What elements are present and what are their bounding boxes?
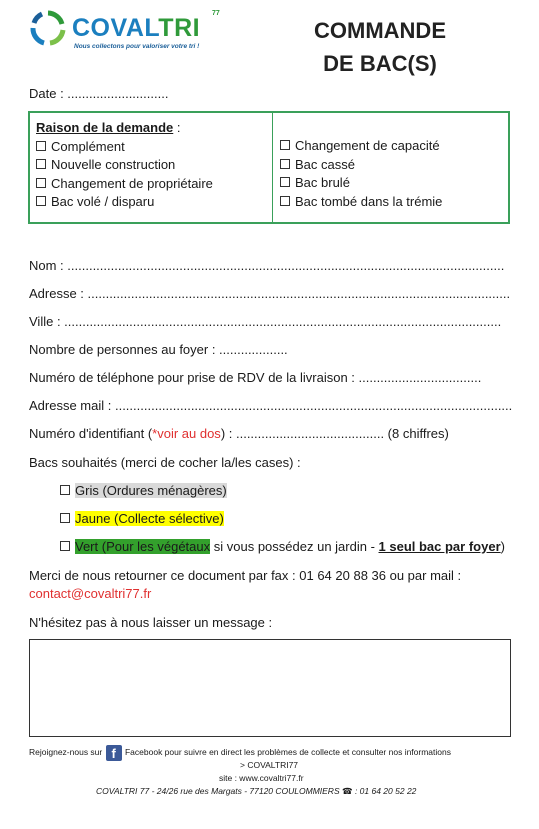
reason-option-owner-change[interactable]: Changement de propriétaire [36, 175, 213, 194]
checkbox[interactable] [36, 141, 46, 151]
checkbox[interactable] [60, 485, 70, 495]
checkbox[interactable] [280, 159, 290, 169]
reason-option-fell-in-hopper[interactable]: Bac tombé dans la trémie [280, 193, 442, 212]
recycle-arrows-icon [30, 10, 66, 46]
reason-option-stolen[interactable]: Bac volé / disparu [36, 193, 213, 212]
facebook-line: Rejoignez-nous sur f Facebook pour suivre en direct les problèmes de collecte et consulter nos informations [29, 746, 451, 761]
return-instructions: Merci de nous retourner ce document par fax : 01 64 20 88 36 ou par mail : [29, 568, 462, 583]
bin-option-grey[interactable]: Gris (Ordures ménagères) [60, 483, 227, 498]
reason-left-column [36, 119, 213, 212]
household-size-field[interactable]: Nombre de personnes au foyer : ................... [29, 342, 288, 357]
facebook-icon[interactable]: f [106, 745, 122, 761]
reason-option-broken[interactable]: Bac cassé [280, 156, 442, 175]
brand-name: COVALTRI [72, 14, 201, 42]
identifier-field[interactable]: Numéro d'identifiant (*voir au dos) : ......................................... (8 chiffres) [29, 426, 449, 441]
message-textarea[interactable] [29, 639, 511, 737]
page-title: COMMANDE DE BAC(S) [314, 18, 446, 76]
reason-option-burnt[interactable]: Bac brulé [280, 174, 442, 193]
message-label: N'hésitez pas à nous laisser un message : [29, 615, 273, 630]
date-field[interactable]: Date : ............................ [29, 86, 169, 101]
covaltri-logo [30, 10, 230, 58]
checkbox[interactable] [280, 140, 290, 150]
checkbox[interactable] [280, 196, 290, 206]
contact-email-link[interactable]: contact@covaltri77.fr [29, 586, 152, 601]
reason-divider [272, 113, 273, 222]
name-field[interactable]: Nom : ......................................................................................................................... [29, 258, 505, 273]
email-field[interactable]: Adresse mail : .............................................................................................................. [29, 398, 513, 413]
bin-option-yellow[interactable]: Jaune (Collecte sélective) [60, 511, 224, 526]
brand-superscript: 77 [212, 10, 220, 17]
city-field[interactable]: Ville : ......................................................................................................................... [29, 314, 502, 329]
postal-address: COVALTRI 77 - 24/26 rue des Margats - 77120 COULOMMIERS ☎ : 01 64 20 52 22 [96, 786, 417, 796]
checkbox[interactable] [60, 541, 70, 551]
checkbox[interactable] [36, 178, 46, 188]
facebook-page[interactable]: > COVALTRI77 [240, 760, 299, 770]
website-link[interactable]: site : www.covaltri77.fr [219, 773, 304, 783]
phone-icon: ☎ [341, 786, 353, 796]
bin-option-green[interactable]: Vert (Pour les végétaux si vous possédez un jardin - 1 seul bac par foyer) [60, 539, 505, 554]
reason-option-complement[interactable]: Complément [36, 138, 213, 157]
reason-option-capacity-change[interactable]: Changement de capacité [280, 137, 442, 156]
one-bin-per-household: 1 seul bac par foyer [378, 539, 501, 554]
reason-title: Raison de la demande : [36, 120, 181, 135]
bins-intro: Bacs souhaités (merci de cocher la/les cases) : [29, 455, 301, 470]
reason-box [28, 111, 510, 224]
see-back-note: *voir au dos [152, 426, 221, 441]
reason-option-new-construction[interactable]: Nouvelle construction [36, 156, 213, 175]
address-field[interactable]: Adresse : ..................................................................................................................... [29, 286, 511, 301]
checkbox[interactable] [60, 513, 70, 523]
phone-field[interactable]: Numéro de téléphone pour prise de RDV de la livraison : .................................. [29, 370, 482, 385]
checkbox[interactable] [36, 159, 46, 169]
checkbox[interactable] [36, 196, 46, 206]
reason-right-column [280, 137, 442, 211]
checkbox[interactable] [280, 177, 290, 187]
brand-tagline: Nous collectons pour valoriser votre tri ! [74, 43, 200, 50]
